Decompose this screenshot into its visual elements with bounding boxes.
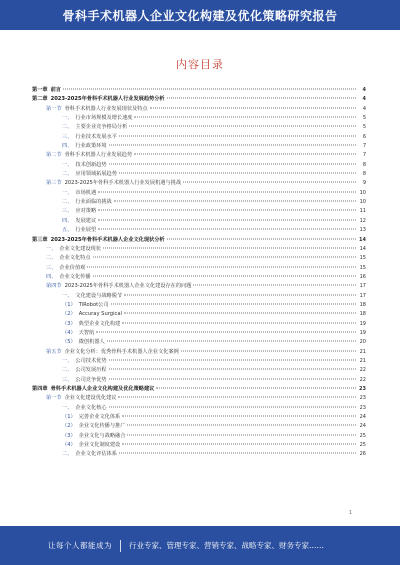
toc-entry-number: 二、: [62, 451, 73, 458]
toc-entry-label: 完善企业文化体系: [78, 414, 121, 421]
toc-entry-number: 二、: [46, 255, 57, 262]
toc-entry-label: 企业文化评估体系: [75, 451, 117, 458]
toc-entry-page: 6: [362, 133, 366, 140]
toc-entry-page: 17: [359, 292, 366, 299]
toc-entry[interactable]: [32, 422, 366, 431]
toc-leader-dots: [87, 266, 356, 267]
toc-entry-label: 天智航: [78, 329, 95, 336]
toc-entry-number: 一、: [62, 189, 73, 196]
toc-entry-page: 17: [359, 283, 366, 290]
toc-entry-number: 第三章: [32, 236, 48, 243]
footer-bar: [0, 526, 400, 565]
toc-entry[interactable]: [32, 114, 366, 123]
toc-entry-page: 8: [362, 161, 366, 168]
toc-leader-dots: [124, 294, 356, 295]
toc-entry[interactable]: [32, 226, 366, 235]
toc-entry[interactable]: [32, 348, 366, 357]
toc-leader-dots: [193, 285, 356, 286]
toc-entry[interactable]: [32, 338, 366, 347]
toc-entry-page: 5: [362, 124, 366, 131]
toc-entry-page: 15: [359, 264, 366, 271]
toc-entry-label: 行业技术发展水平: [75, 133, 117, 140]
toc-leader-dots: [119, 135, 356, 136]
toc-entry-number: 第四章: [32, 386, 48, 392]
toc-entry-number: 一、: [62, 357, 73, 364]
footer-content: [48, 526, 324, 565]
toc-entry-page: 7: [362, 152, 366, 159]
toc-entry-page: 24: [359, 414, 366, 421]
toc-entry-label: 企业文化建设现状: [59, 245, 101, 252]
toc-entry-number: 三、: [62, 208, 73, 215]
toc-entry-page: 26: [359, 451, 366, 458]
toc-entry[interactable]: [32, 329, 366, 338]
toc-entry[interactable]: [32, 105, 366, 114]
toc-leader-dots: [181, 350, 356, 351]
toc-entry-page: 25: [359, 442, 366, 449]
toc-entry-number: （5）: [62, 339, 76, 346]
toc-entry-number: 二、: [62, 124, 73, 131]
toc-entry[interactable]: [32, 245, 366, 254]
footer-divider: [120, 540, 121, 552]
toc-entry-number: 一、: [62, 161, 73, 168]
toc-entry-label: 市场机遇: [75, 189, 97, 196]
toc-entry[interactable]: [32, 292, 366, 301]
toc-entry-page: 20: [359, 339, 366, 346]
toc-entry-number: 四、: [62, 143, 73, 150]
toc-entry-label: 企业文化传播: [59, 273, 91, 280]
toc-entry-number: 第一节: [46, 105, 62, 112]
report-header-bar: [0, 0, 400, 30]
toc-entry-number: 一、: [62, 115, 73, 122]
toc-entry-label: 骨科手术机器人行业发展趋势: [64, 152, 133, 159]
toc-leader-dots: [109, 359, 356, 360]
toc-entry-page: 25: [359, 432, 366, 439]
footer-slogan: 让每个人都能成为: [48, 541, 112, 550]
toc-leader-dots: [122, 444, 356, 445]
toc-leader-dots: [127, 425, 356, 426]
toc-entry[interactable]: [32, 413, 366, 422]
toc-leader-dots: [109, 406, 356, 407]
toc-entry-number: 四、: [62, 217, 73, 224]
toc-entry-number: 四、: [46, 273, 57, 280]
toc-leader-dots: [124, 313, 356, 314]
toc-entry-label: 主要企业竞争格局分析: [75, 124, 128, 131]
toc-entry-label: 行业市场规模及增长速度: [75, 115, 133, 122]
toc-entry-page: 21: [359, 357, 366, 364]
toc-entry-number: 一、: [62, 404, 73, 411]
toc-entry-label: 微创机器人: [78, 339, 105, 346]
toc-entry[interactable]: [32, 179, 366, 188]
toc-entry[interactable]: [32, 151, 366, 160]
toc-entry-number: 第一节: [46, 395, 62, 402]
toc-entry-page: 22: [359, 376, 366, 383]
toc-entry-number: 三、: [46, 264, 57, 271]
toc-leader-dots: [93, 257, 356, 258]
toc-entry[interactable]: [32, 198, 366, 207]
footer-roles: 行业专家、管理专家、营销专家、战略专家、财务专家……: [129, 541, 324, 550]
toc-entry-label: Accuray Surgical: [78, 311, 122, 318]
toc-leader-dots: [98, 219, 356, 220]
toc-leader-dots: [150, 107, 356, 108]
toc-entry-page: 12: [359, 217, 366, 224]
toc-entry-label: 企业文化建设优化建议: [64, 395, 117, 402]
toc-leader-dots: [118, 397, 356, 398]
toc-entry-number: 第五节: [46, 348, 62, 355]
toc-entry[interactable]: [32, 236, 366, 245]
toc-entry[interactable]: [32, 385, 366, 394]
toc-entry[interactable]: [32, 95, 366, 104]
toc-entry[interactable]: [32, 133, 366, 142]
toc-entry-page: 23: [359, 404, 366, 411]
toc-leader-dots: [114, 201, 356, 202]
toc-entry-number: 二、: [62, 199, 73, 206]
toc-entry-page: 24: [359, 423, 366, 430]
toc-entry[interactable]: [32, 450, 366, 459]
toc-entry-label: 应用领域拓展趋势: [75, 171, 117, 178]
toc-entry-page: 10: [359, 199, 366, 206]
toc-entry[interactable]: [32, 357, 366, 366]
toc-entry-number: 三、: [62, 376, 73, 383]
toc-entry[interactable]: [32, 432, 366, 441]
toc-entry-label: 公司技术优势: [75, 357, 107, 364]
toc-entry-page: 18: [359, 311, 366, 318]
toc-entry-number: （1）: [62, 414, 76, 421]
toc-entry-page: 14: [359, 245, 366, 252]
toc-entry-page: 18: [359, 301, 366, 308]
toc-entry-page: 4: [362, 105, 366, 112]
toc-entry-page: 5: [362, 115, 366, 122]
toc-entry-label: 企业价值观: [59, 264, 86, 271]
toc-entry[interactable]: [32, 264, 366, 273]
toc-entry-label: 骨科手术机器人企业文化构建及优化策略建议: [50, 386, 155, 392]
toc-leader-dots: [103, 247, 356, 248]
toc-entry-number: 第四节: [46, 283, 62, 290]
toc-entry-page: 19: [359, 329, 366, 336]
toc-entry-label: 公司发展历程: [75, 367, 107, 374]
toc-entry-number: 第二章: [32, 96, 48, 103]
toc-entry[interactable]: [32, 86, 366, 95]
toc-leader-dots: [109, 145, 356, 146]
toc-entry-label: 前言: [50, 87, 61, 93]
toc-entry-number: 三、: [62, 133, 73, 140]
toc-entry[interactable]: [32, 161, 366, 170]
toc-entry[interactable]: [32, 273, 366, 282]
toc-entry-page: 23: [359, 386, 366, 392]
toc-entry-label: 企业文化特点: [59, 255, 91, 262]
toc-entry-number: 二、: [62, 171, 73, 178]
toc-leader-dots: [119, 453, 356, 454]
toc-entry[interactable]: [32, 217, 366, 226]
toc-entry-number: （3）: [62, 432, 76, 439]
toc-entry-page: 11: [359, 208, 366, 215]
toc-entry-page: 16: [359, 273, 366, 280]
toc-entry-number: 一、: [46, 245, 57, 252]
toc-entry-number: 第一章: [32, 87, 48, 93]
toc-entry-page: 10: [359, 189, 366, 196]
toc-leader-dots: [134, 154, 356, 155]
toc-leader-dots: [122, 416, 356, 417]
toc-entry-label: 企业文化与战略融合: [78, 432, 126, 439]
toc-entry-label: 技术创新趋势: [75, 161, 107, 168]
toc-entry-page: 23: [359, 395, 366, 402]
toc-entry-page: 19: [359, 320, 366, 327]
toc-leader-dots: [98, 229, 356, 230]
toc-entry-label: 2023-2025年骨科手术机器人企业文化现状分析: [50, 236, 165, 243]
toc-leader-dots: [183, 182, 356, 183]
toc-entry-label: 企业文化分析：优秀骨科手术机器人企业文化案例: [64, 348, 179, 355]
toc-entry[interactable]: [32, 189, 366, 198]
toc-heading: 内容目录: [176, 58, 224, 71]
toc-leader-dots: [98, 191, 356, 192]
toc-entry-number: （1）: [62, 301, 76, 308]
toc-entry-label: 骨科手术机器人行业发展现状及特点: [64, 105, 148, 112]
table-of-contents: [32, 86, 366, 460]
toc-entry[interactable]: [32, 320, 366, 329]
toc-leader-dots: [109, 369, 356, 370]
toc-entry-label: 企业文化核心: [75, 404, 107, 411]
toc-entry[interactable]: [32, 376, 366, 385]
toc-entry[interactable]: [32, 310, 366, 319]
toc-entry[interactable]: [32, 207, 366, 216]
toc-entry[interactable]: [32, 170, 366, 179]
toc-entry-label: 行业政策环境: [75, 143, 107, 150]
toc-entry-number: 五、: [62, 227, 73, 234]
toc-entry-page: 22: [359, 367, 366, 374]
toc-entry[interactable]: [32, 282, 366, 291]
toc-leader-dots: [134, 117, 356, 118]
toc-entry-number: 二、: [62, 367, 73, 374]
toc-leader-dots: [111, 303, 356, 304]
report-title: 骨科手术机器人企业文化构建及优化策略研究报告: [62, 8, 338, 23]
toc-entry-label: 企业文化制度建设: [78, 442, 121, 449]
toc-entry-label: TiRobot公司: [78, 301, 109, 308]
toc-entry-number: （4）: [62, 329, 76, 336]
toc-entry-page: 13: [359, 227, 366, 234]
toc-entry-page: 8: [362, 171, 366, 178]
toc-leader-dots: [122, 322, 356, 323]
page-number: 1: [348, 510, 352, 516]
toc-entry-label: 企业文化传播与推广: [78, 423, 126, 430]
toc-entry-page: 4: [362, 96, 366, 103]
toc-entry-label: 文化建设与战略脱节: [75, 292, 123, 299]
toc-leader-dots: [93, 275, 356, 276]
toc-entry[interactable]: [32, 301, 366, 310]
toc-leader-dots: [98, 210, 356, 211]
toc-entry-label: 公司竞争优势: [75, 376, 107, 383]
toc-entry[interactable]: [32, 404, 366, 413]
toc-entry-number: （4）: [62, 442, 76, 449]
toc-entry-label: 2023-2025年骨科手术机器人企业文化建设存在的问题: [64, 283, 192, 290]
toc-leader-dots: [109, 378, 356, 379]
toc-entry-label: 2023-2025年骨科手术机器人行业发展机遇与挑战: [64, 180, 182, 187]
toc-entry-page: 15: [359, 255, 366, 262]
toc-leader-dots: [156, 388, 356, 389]
toc-entry-number: （2）: [62, 311, 76, 318]
toc-entry-number: 第二节: [46, 152, 62, 159]
toc-entry[interactable]: [32, 254, 366, 263]
toc-entry-label: 行业面临的挑战: [75, 199, 112, 206]
toc-entry-page: 9: [362, 180, 366, 187]
toc-entry[interactable]: [32, 123, 366, 132]
toc-entry-page: 21: [359, 348, 366, 355]
toc-leader-dots: [129, 126, 356, 127]
toc-leader-dots: [63, 89, 356, 90]
document-page: [28, 42, 372, 520]
toc-entry-label: 发展建议: [75, 217, 97, 224]
toc-entry-page: 14: [359, 236, 366, 243]
toc-entry-label: 典型企业文化构建: [78, 320, 121, 327]
toc-entry-label: 行业展望: [75, 227, 97, 234]
toc-entry-label: 2023-2025年骨科手术机器人行业发展趋势分析: [50, 96, 165, 103]
toc-leader-dots: [119, 173, 356, 174]
toc-entry[interactable]: [32, 142, 366, 151]
toc-entry-number: 第三节: [46, 180, 62, 187]
toc-leader-dots: [167, 98, 356, 99]
toc-leader-dots: [109, 163, 356, 164]
toc-entry-page: 7: [362, 143, 366, 150]
toc-entry[interactable]: [32, 366, 366, 375]
toc-leader-dots: [107, 341, 356, 342]
toc-leader-dots: [127, 434, 356, 435]
toc-entry-page: 4: [362, 87, 366, 93]
toc-leader-dots: [96, 331, 356, 332]
toc-entry[interactable]: [32, 394, 366, 403]
toc-entry-number: （3）: [62, 320, 76, 327]
toc-entry-label: 应对策略: [75, 208, 97, 215]
toc-entry-number: （2）: [62, 423, 76, 430]
toc-entry-number: 一、: [62, 292, 73, 299]
toc-leader-dots: [167, 238, 356, 239]
toc-entry[interactable]: [32, 441, 366, 450]
